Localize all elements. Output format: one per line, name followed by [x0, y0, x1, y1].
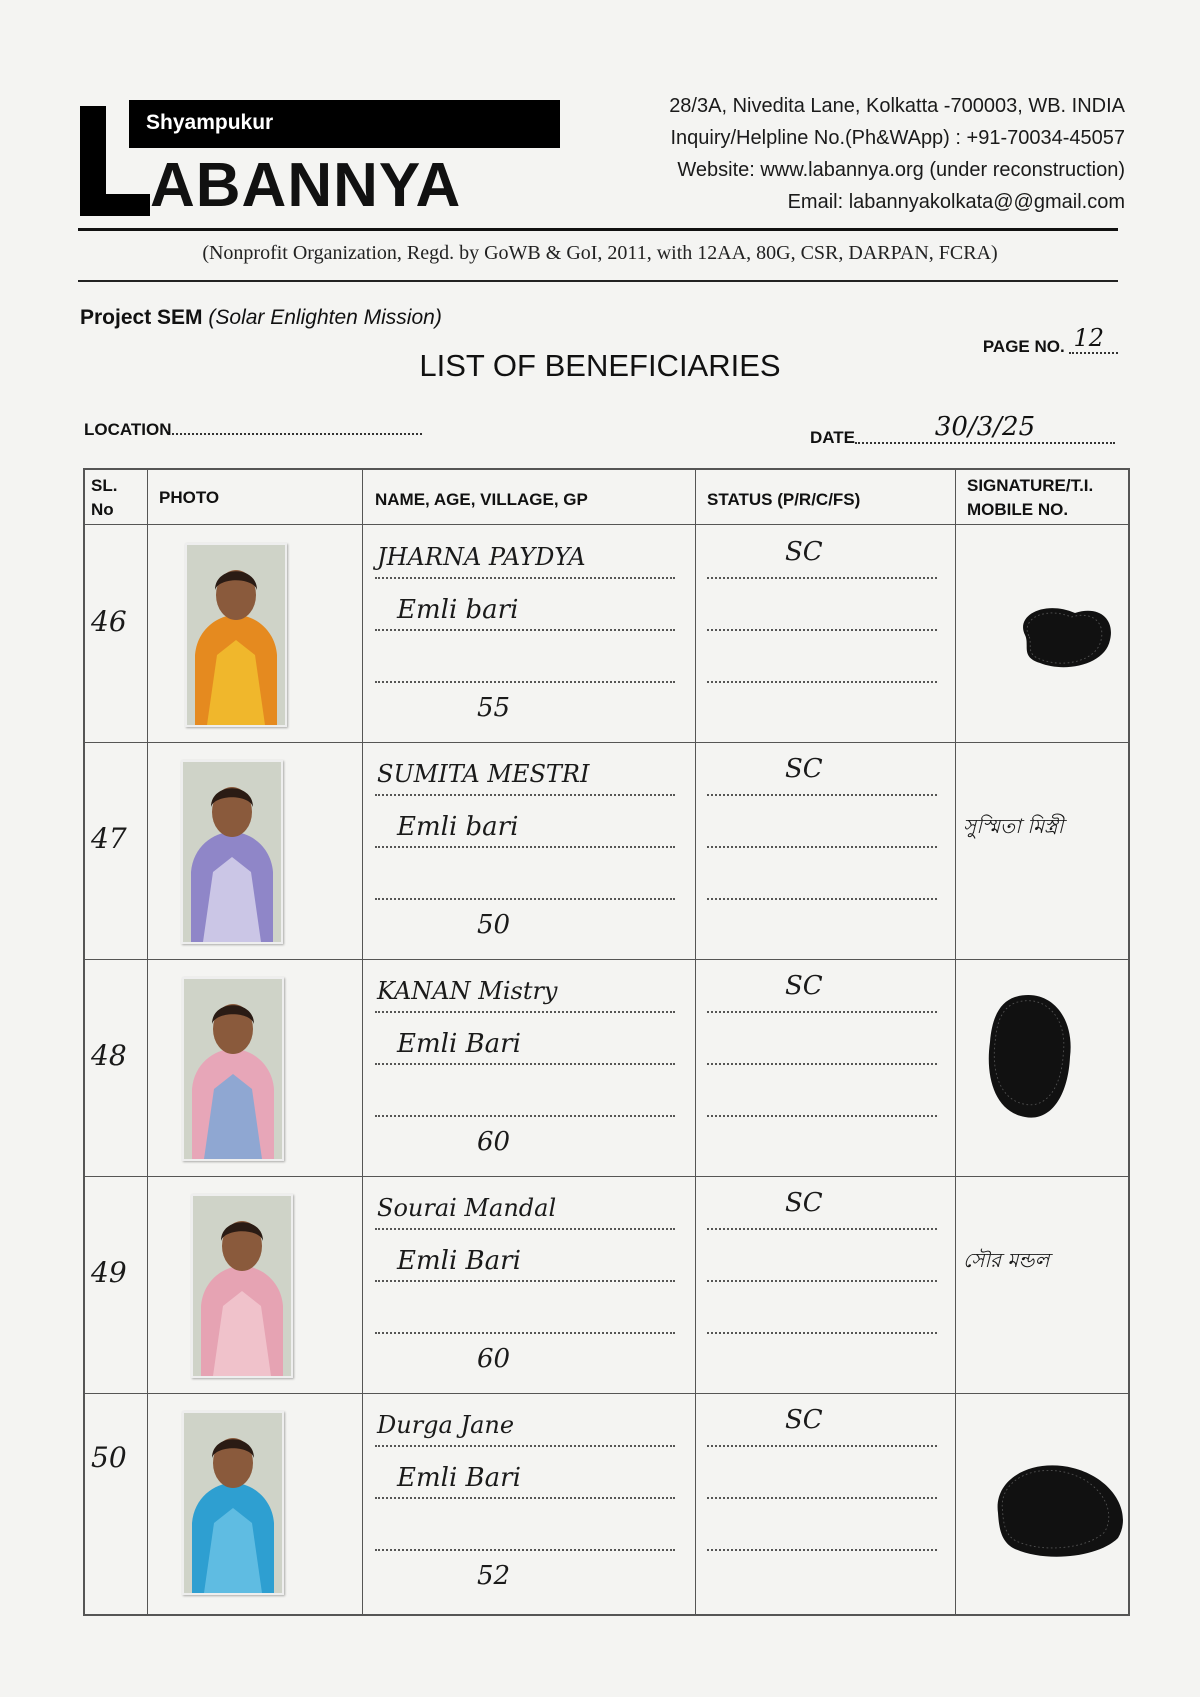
dotted-line	[375, 629, 675, 631]
beneficiary-photo	[181, 760, 283, 944]
dotted-line	[375, 1280, 675, 1282]
beneficiary-photo	[182, 977, 284, 1161]
dotted-line	[707, 1497, 937, 1499]
labannya-logo	[80, 100, 560, 220]
portrait-icon	[184, 979, 282, 1159]
dotted-line	[375, 794, 675, 796]
header-signature-line2: MOBILE NO.	[967, 500, 1069, 519]
document-title: LIST OF BENEFICIARIES	[419, 348, 781, 383]
page-number-value: 12	[1069, 324, 1118, 354]
logo-main-text: ABANNYA	[150, 151, 462, 220]
table-row	[85, 1393, 1128, 1610]
beneficiary-age: 50	[477, 910, 511, 940]
dotted-line	[707, 1228, 937, 1230]
logo-letter-l-foot	[80, 194, 150, 216]
header-divider	[78, 228, 1118, 231]
header-photo: PHOTO	[159, 488, 220, 507]
dotted-line	[375, 898, 675, 900]
beneficiary-name: SUMITA MESTRI	[377, 760, 590, 788]
dotted-line	[707, 846, 937, 848]
beneficiary-age: 60	[477, 1344, 511, 1374]
portrait-icon	[183, 762, 281, 942]
beneficiary-age: 55	[477, 693, 511, 723]
header-divider-2	[78, 280, 1118, 282]
location-value	[172, 433, 422, 435]
header-status: STATUS (P/R/C/FS)	[707, 490, 861, 509]
dotted-line	[707, 681, 937, 683]
dotted-line	[707, 629, 937, 631]
dotted-line	[707, 1280, 937, 1282]
location-field	[84, 420, 422, 440]
header-sl-line2: No	[91, 500, 114, 519]
beneficiary-status: SC	[785, 1405, 823, 1435]
project-heading	[80, 306, 442, 330]
project-label: Project SEM	[80, 306, 203, 329]
beneficiary-signature: সুস্মিতা মিস্ত্রী	[963, 814, 1064, 838]
registration-text: (Nonprofit Organization, Regd. by GoWB & GoI, 2011, with 12AA, 80G, CSR, DARPAN, FCRA)	[202, 242, 998, 264]
dotted-line	[375, 1228, 675, 1230]
dotted-line	[375, 681, 675, 683]
beneficiary-name: Durga Jane	[377, 1411, 515, 1439]
website-line: Website: www.labannya.org (under reconstruction)	[677, 159, 1125, 181]
dotted-line	[375, 1497, 675, 1499]
beneficiary-village: Emli bari	[397, 812, 519, 842]
helpline-line: Inquiry/Helpline No.(Ph&WApp) : +91-70034-45057	[670, 127, 1125, 149]
beneficiary-name: Sourai Mandal	[377, 1194, 557, 1222]
serial-number: 50	[91, 1441, 127, 1474]
beneficiary-village: Emli bari	[397, 595, 519, 625]
header-signature-line1: SIGNATURE/T.I.	[967, 476, 1094, 495]
beneficiary-photo	[182, 1411, 284, 1595]
address-line: 28/3A, Nivedita Lane, Kolkatta -700003, WB. INDIA	[669, 95, 1125, 117]
serial-number: 47	[91, 822, 127, 855]
row-divider	[85, 742, 1128, 743]
beneficiary-age: 60	[477, 1127, 511, 1157]
beneficiary-village: Emli Bari	[397, 1029, 521, 1059]
dotted-line	[707, 1063, 937, 1065]
email-line: Email: labannyakolkata@@gmail.com	[787, 191, 1125, 213]
thumbprint-icon	[980, 987, 1080, 1122]
date-label: DATE	[809, 428, 855, 447]
table-row	[85, 1176, 1128, 1393]
dotted-line	[707, 1549, 937, 1551]
table-row	[85, 959, 1128, 1176]
portrait-icon	[193, 1196, 291, 1376]
thumbprint-icon	[983, 1453, 1133, 1563]
dotted-line	[375, 1332, 675, 1334]
dotted-line	[375, 577, 675, 579]
beneficiary-status: SC	[785, 754, 823, 784]
beneficiary-status: SC	[785, 971, 823, 1001]
beneficiary-name: KANAN Mistry	[377, 977, 558, 1005]
dotted-line	[707, 1115, 937, 1117]
address-block	[669, 90, 1125, 218]
header-name: NAME, AGE, VILLAGE, GP	[375, 490, 588, 509]
dotted-line	[375, 1549, 675, 1551]
beneficiary-village: Emli Bari	[397, 1463, 521, 1493]
dotted-line	[375, 1011, 675, 1013]
dotted-line	[707, 794, 937, 796]
beneficiary-photo	[191, 1194, 293, 1378]
row-divider	[85, 959, 1128, 960]
beneficiary-village: Emli Bari	[397, 1246, 521, 1276]
thumbprint-icon	[1005, 595, 1120, 675]
dotted-line	[375, 1115, 675, 1117]
serial-number: 49	[91, 1256, 127, 1289]
project-subtitle: (Solar Enlighten Mission)	[208, 306, 442, 329]
portrait-icon	[187, 545, 285, 725]
serial-number: 48	[91, 1039, 127, 1072]
header-sl	[91, 474, 117, 522]
date-field	[809, 412, 1115, 452]
portrait-icon	[184, 1413, 282, 1593]
beneficiary-table	[83, 468, 1130, 1616]
beneficiary-age: 52	[477, 1561, 511, 1591]
dotted-line	[707, 1332, 937, 1334]
page-number-label: PAGE NO.	[982, 337, 1065, 356]
location-label: LOCATION	[84, 420, 172, 439]
header-sl-line1: SL.	[91, 476, 118, 495]
table-row	[85, 525, 1128, 742]
beneficiary-signature: সৌর মন্ডল	[963, 1248, 1050, 1272]
dotted-line	[375, 846, 675, 848]
row-divider	[85, 1176, 1128, 1177]
beneficiary-status: SC	[785, 1188, 823, 1218]
beneficiary-status: SC	[785, 537, 823, 567]
row-divider	[85, 1393, 1128, 1394]
dotted-line	[707, 1445, 937, 1447]
serial-number: 46	[91, 605, 127, 638]
logo-small-text: Shyampukur	[146, 111, 274, 134]
table-row	[85, 742, 1128, 959]
beneficiary-name: JHARNA PAYDYA	[377, 543, 586, 571]
date-value: 30/3/25	[855, 412, 1115, 444]
dotted-line	[707, 577, 937, 579]
header-signature	[967, 474, 1093, 522]
dotted-line	[375, 1445, 675, 1447]
dotted-line	[707, 1011, 937, 1013]
dotted-line	[707, 898, 937, 900]
dotted-line	[375, 1063, 675, 1065]
beneficiary-photo	[185, 543, 287, 727]
